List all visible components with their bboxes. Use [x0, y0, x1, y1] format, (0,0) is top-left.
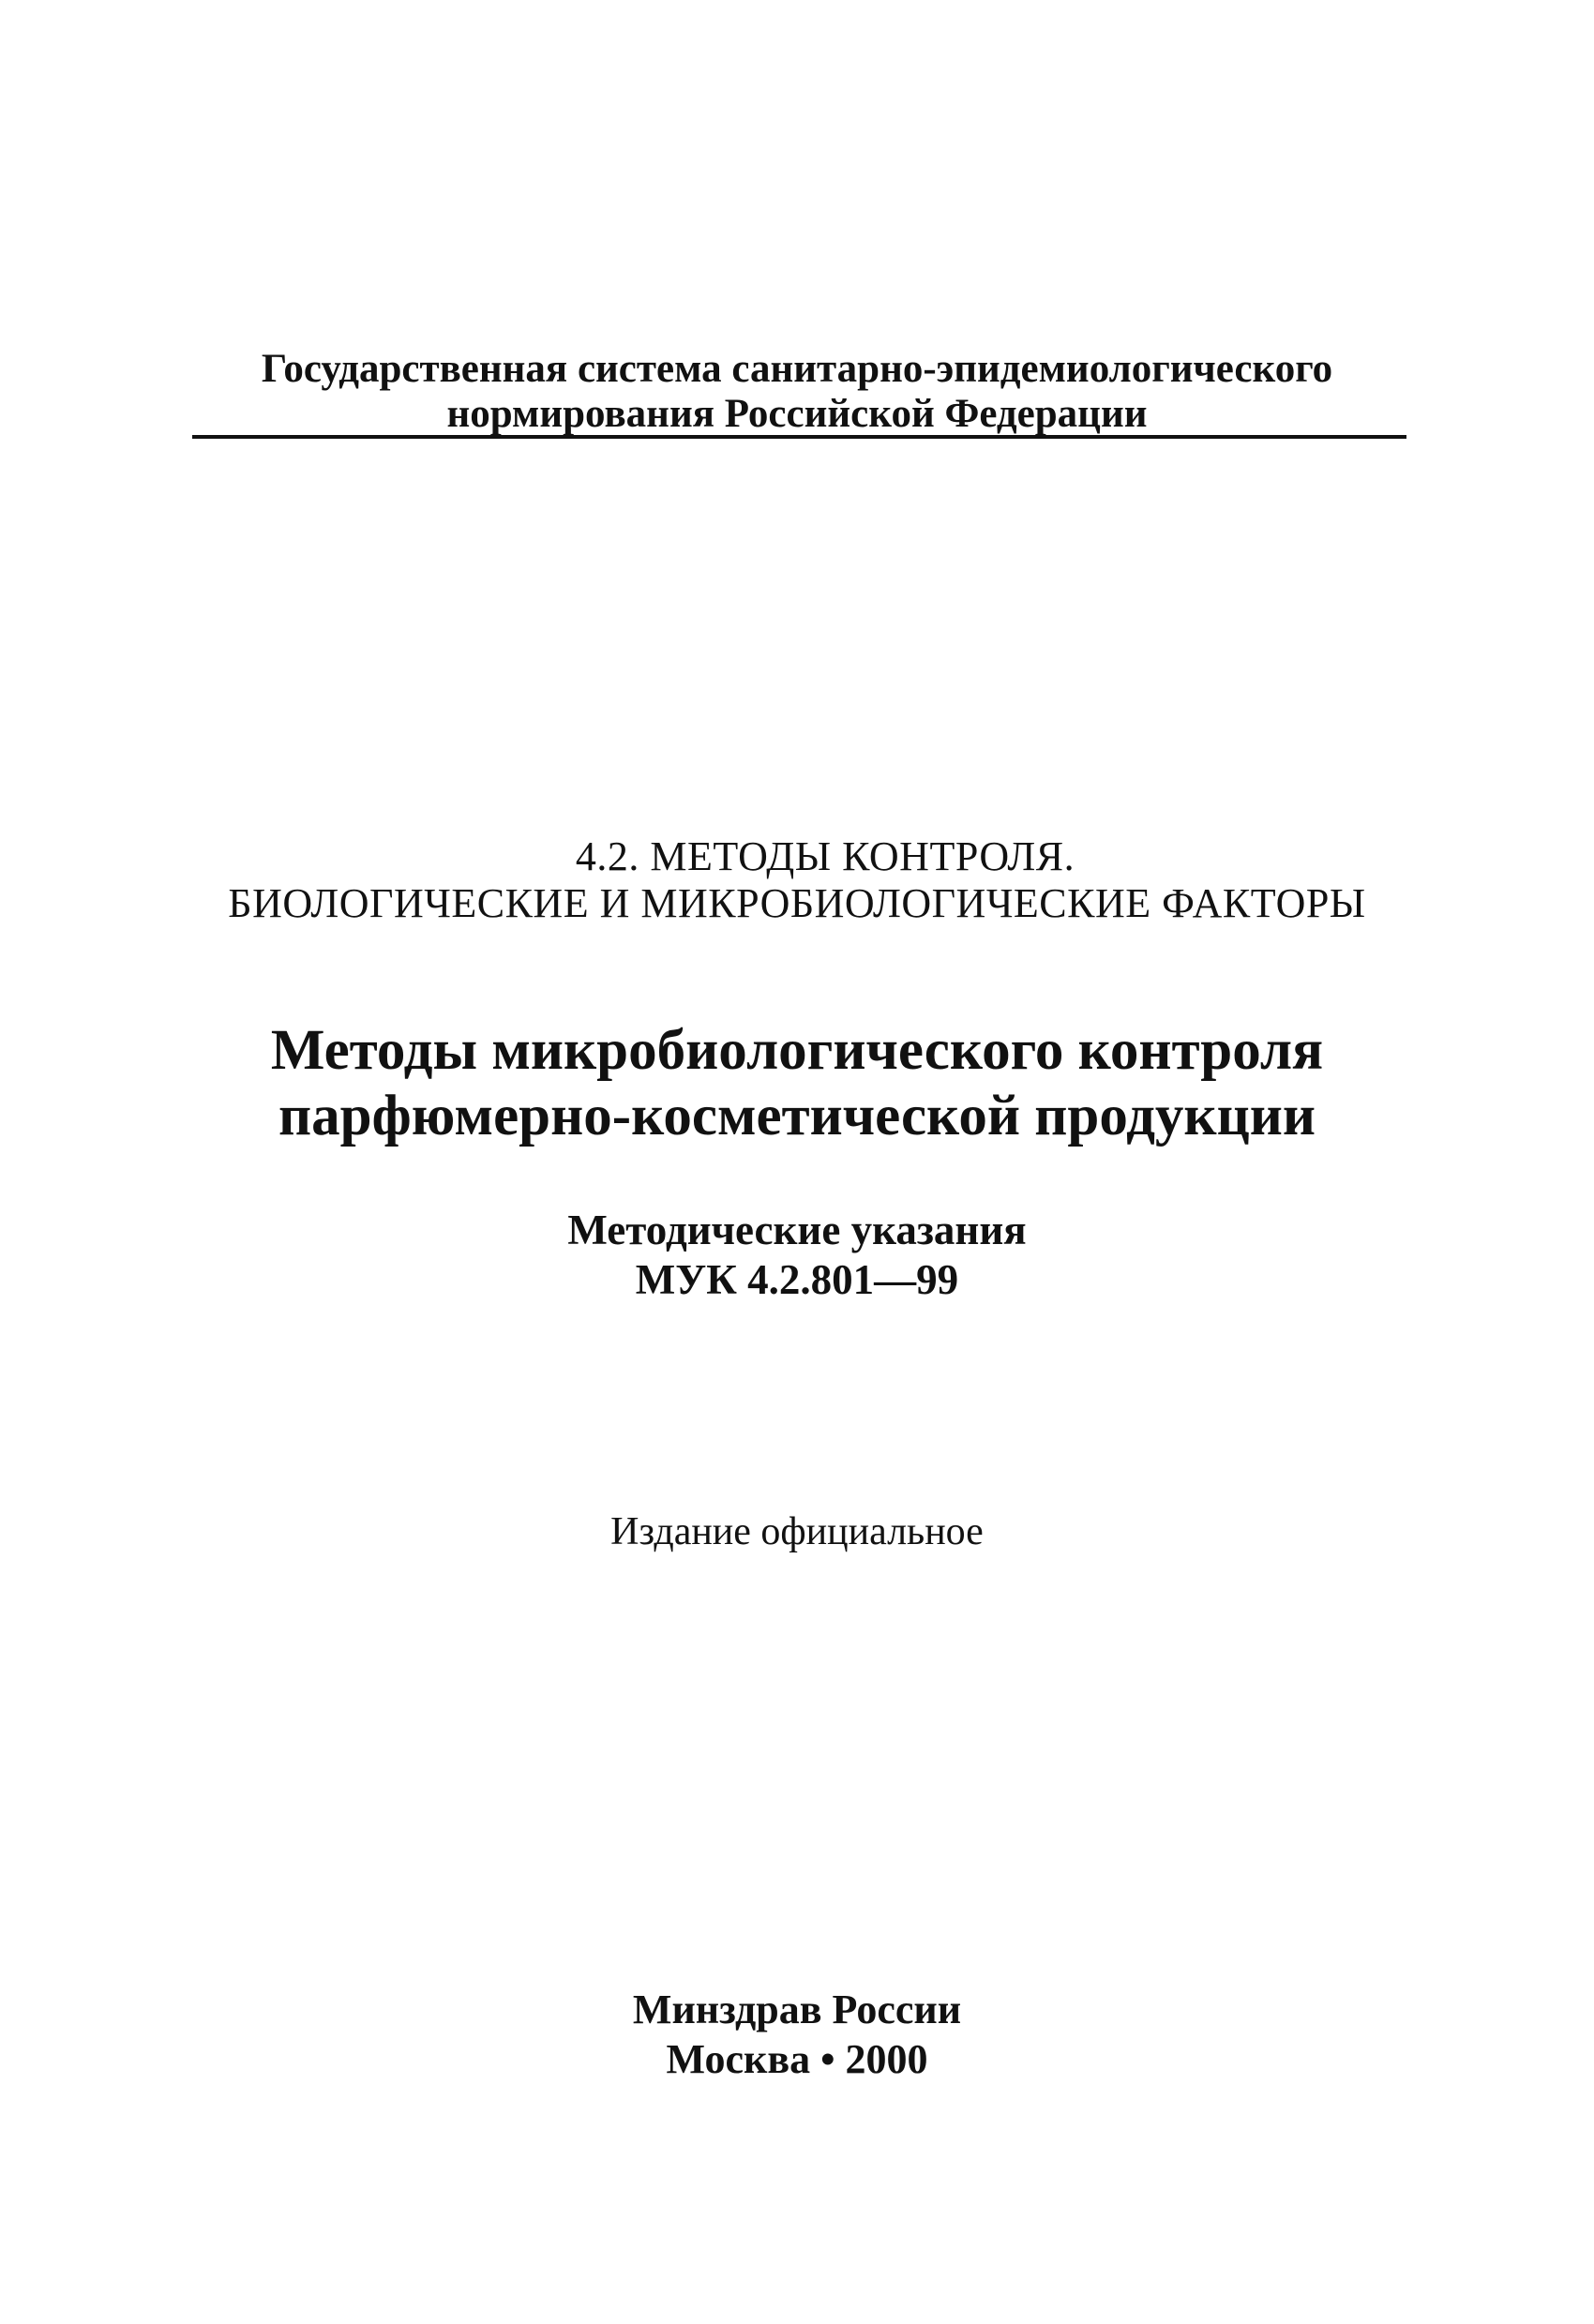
subtitle-line-1: Методические указания	[567, 1207, 1027, 1253]
publisher-place-year: Москва • 2000	[666, 2036, 928, 2082]
section-line-1: 4.2. МЕТОДЫ КОНТРОЛЯ.	[575, 833, 1075, 879]
document-code: МУК 4.2.801—99	[635, 1256, 959, 1303]
document-title-line-1: Методы микробиологического контроля	[270, 1019, 1324, 1082]
header-line-2: нормирования Российской Федерации	[446, 392, 1148, 436]
header-divider	[192, 435, 1406, 439]
section-line-2: БИОЛОГИЧЕСКИЕ И МИКРОБИОЛОГИЧЕСКИЕ ФАКТОРЫ	[228, 880, 1366, 926]
publisher-name: Минздрав России	[632, 1987, 962, 2032]
edition-note: Издание официальное	[610, 1510, 984, 1553]
document-title-line-2: парфюмерно-косметической продукции	[278, 1085, 1316, 1147]
header-line-1: Государственная система санитарно-эпидемиологического	[261, 347, 1333, 391]
